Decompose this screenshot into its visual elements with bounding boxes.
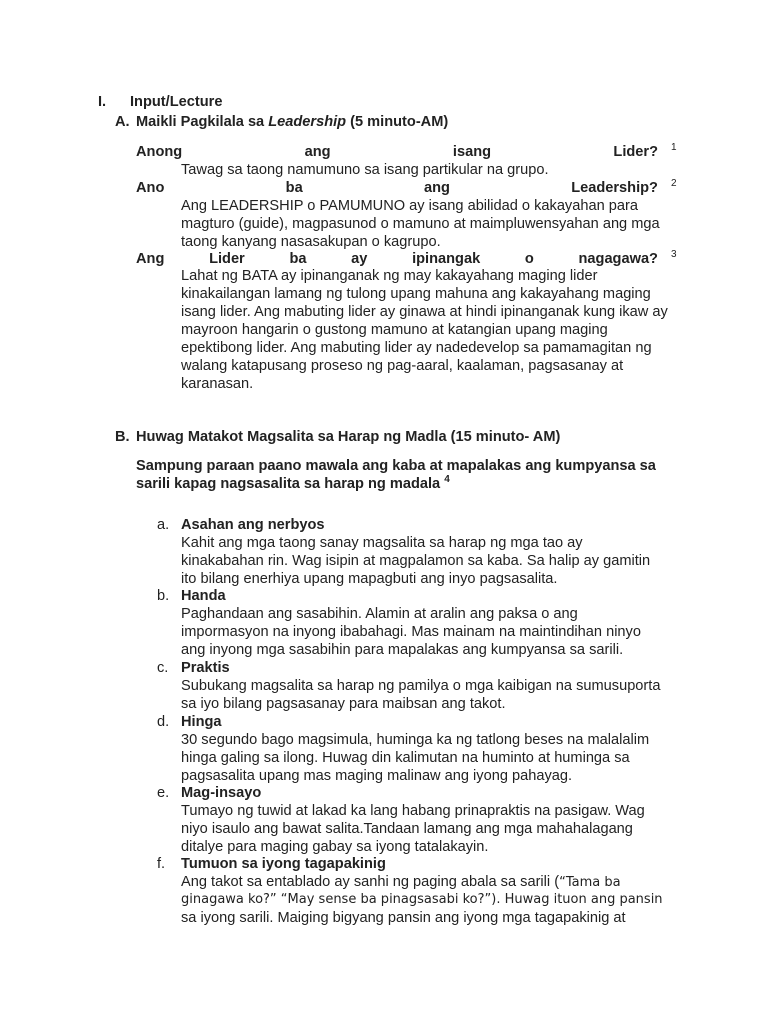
footnote-marker-1: 1 [671,142,677,153]
question-1 [136,143,658,161]
question-word: ang [304,144,331,160]
tip-letter: f. [157,856,166,872]
tip-line: ginagawa ko?” “May sense ba pinagsasabi ko?”). Huwag ituon ang pansin [181,892,663,907]
tip-body [181,873,681,927]
tip-line: 30 segundo bago magsimula, huminga ka ng tatlong beses na malalalim [181,732,650,748]
tip-line-part: Ang takot sa entablado ay sanhi ng paging abala sa sarili ( [181,874,560,890]
question-word: nagagawa? [578,251,658,267]
question-word: Lider? [613,144,658,160]
tip-line: Tumayo ng tuwid at lakad ka lang habang prinapraktis na pasigaw. Wag [181,803,645,819]
tip-line: Kahit ang mga taong sanay magsalita sa harap ng mga tao ay [181,535,583,551]
answer-line: Ang LEADERSHIP o PAMUMUNO ay isang abilidad o kakayahan para [181,198,638,214]
answer-line: isang lider. Ang mabuting lider ay ginawa at hindi ipinanganak kung ikaw ay [181,304,668,320]
answer-line: walang katapusang proseso ng pag-aaral, kaalaman, pagsasanay at [181,358,624,374]
question-word: isang [452,144,492,160]
question-word: Ano [136,180,165,196]
tip-letter: e. [157,785,170,801]
tip-line: Subukang magsalita sa harap ng pamilya o mga kaibigan na sumusuporta [181,678,661,694]
tip-line [181,873,681,891]
subsection-a-title-italic: Leadership [268,114,347,130]
tip-title: Tumuon sa iyong tagapakinig [181,856,386,872]
answer-line: Lahat ng BATA ay ipinanganak ng may kakayahang maging lider [181,268,598,284]
subsection-b-letter: B. [115,429,130,445]
tip-letter: c. [157,660,169,676]
tip-title: Handa [181,588,226,604]
tip-body [181,534,681,588]
tip-letter: a. [157,517,170,533]
tip-body [181,677,681,713]
answer-line: Tawag sa taong namumuno sa isang partikular na grupo. [181,162,549,178]
subsection-b-title: Huwag Matakot Magsalita sa Harap ng Madla (15 minuto- AM) [136,429,561,445]
question-word: ipinangak [412,251,481,267]
subsection-a-title-suffix: (5 minuto-AM) [346,114,449,130]
tip-line: kinakabahan rin. Wag isipin at magpalamon sa kaba. Sa halip ay gamitin [181,553,651,569]
section-numeral: I. [98,94,107,110]
question-2 [136,179,658,197]
question-word: Anong [136,144,183,160]
question-word: ba [285,180,303,196]
answer-line: kinakailangan lamang ng tulong upang mahuna ang kakayahang maging [181,286,651,302]
subsection-a-title [136,113,448,131]
tip-title: Asahan ang nerbyos [181,517,325,533]
footnote-marker-4: 4 [444,474,450,485]
question-word: o [524,251,534,267]
tip-letter: d. [157,714,170,730]
subsection-a-title-prefix: Maikli Pagkilala sa [136,114,269,130]
tip-title: Mag-insayo [181,785,262,801]
tip-line: ang inyong mga sasabihin para mapalakas ang kumpyansa sa sarili. [181,642,624,658]
footnote-marker-3: 3 [671,249,677,260]
tip-line-part: “Tama ba [559,875,621,890]
answer-1 [181,161,679,179]
tip-line: Paghandaan ang sasabihin. Alamin at aralin ang paksa o ang [181,606,578,622]
question-word: Ang [136,251,165,267]
answer-2 [181,197,679,251]
tip-letter: b. [157,588,170,604]
tip-line: ditalye para maging gabay sa iyong tatalakayin. [181,839,489,855]
tips-intro-text: Sampung paraan paano mawala ang kaba at mapalakas ang kumpyansa sa sarili kapag nagsasalita sa harap ng madala [136,458,656,492]
tip-line: niyo isaulo ang bawat salita.Tandaan lamang ang mga mahahalagang [181,821,633,837]
question-word: ang [423,180,450,196]
answer-line: mayroon hangarin o gustong mamuno at katangian upang maging [181,322,608,338]
tip-line: sa iyong sarili. Maiging bigyang pansin ang iyong mga tagapakinig at [181,910,626,926]
question-word: Leadership? [571,180,658,196]
section-title: Input/Lecture [130,94,223,110]
question-word: Lider [209,251,245,267]
tip-body [181,605,681,659]
tips-intro [136,457,676,493]
tip-title: Praktis [181,660,230,676]
tip-line: pagsasalita upang mas maging malinaw ang iyong pahayag. [181,768,573,784]
question-word: ay [351,251,368,267]
tip-body [181,802,681,856]
question-word: ba [289,251,307,267]
subsection-a-letter: A. [115,114,130,130]
answer-line: magturo (guide), magpasunod o mamuno at maimpluwensyahan ang mga [181,216,660,232]
question-3 [136,250,658,268]
tip-body [181,731,681,785]
tip-title: Hinga [181,714,222,730]
tip-line: ito bilang enerhiya upang mapagbuti ang inyo pagsasalita. [181,571,558,587]
answer-line: karanasan. [181,376,254,392]
tip-line: sa iyo bilang pagsasanay para maibsan ang takot. [181,696,506,712]
tip-line: impormasyon na inyong ibabahagi. Mas mainam na maintindihan ninyo [181,624,641,640]
answer-3 [181,267,679,393]
tip-line: hinga galing sa ilong. Huwag din kalimutan na huminto at huminga sa [181,750,630,766]
answer-line: epektibong lider. Ang mabuting lider ay nadedevelop sa pamamagitan ng [181,340,652,356]
answer-line: taong kanyang nasasakupan o kagrupo. [181,234,441,250]
footnote-marker-2: 2 [671,178,677,189]
